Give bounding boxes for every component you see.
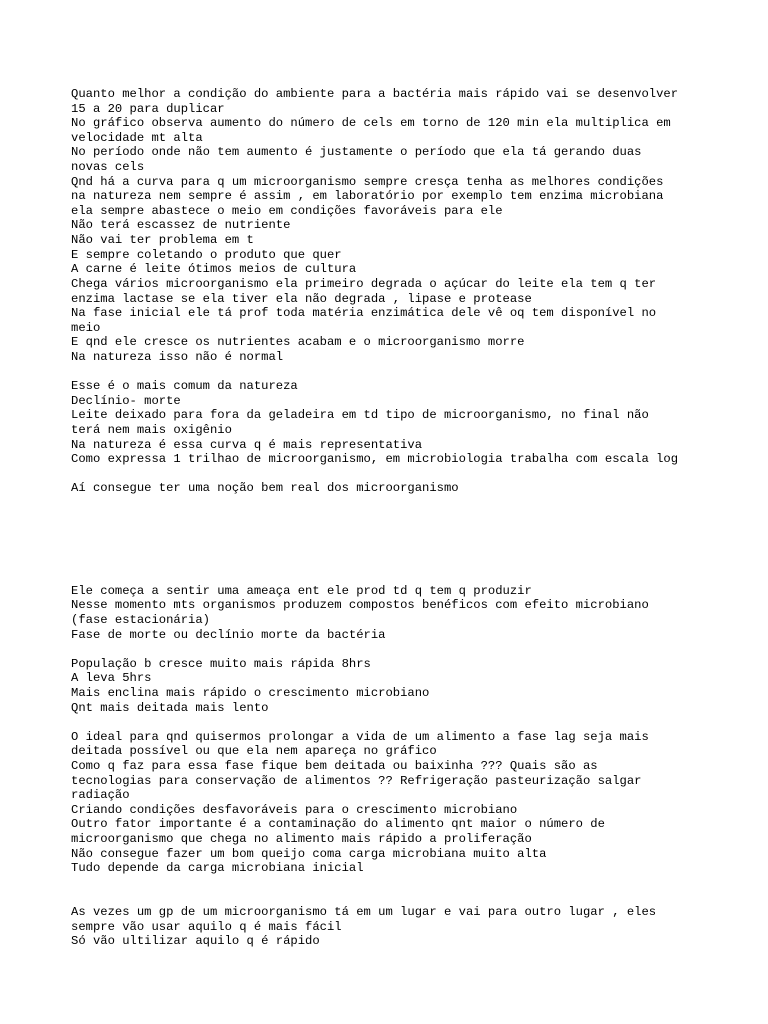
blank-line <box>71 555 761 570</box>
text-line: Esse é o mais comum da natureza <box>71 379 298 394</box>
document-text <box>71 87 761 949</box>
text-line: Criando condições desfavoráveis para o crescimento microbiano <box>71 802 518 817</box>
text-line: Fase de morte ou declínio morte da bactéria <box>71 627 386 642</box>
text-line: 15 a 20 para duplicar <box>71 101 225 116</box>
blank-line <box>71 496 761 511</box>
text-line: No período onde não tem aumento é justamente o período que ela tá gerando duas <box>71 145 642 160</box>
text-line: enzima lactase se ela tiver ela não degrada , lipase e protease <box>71 291 532 306</box>
text-line: No gráfico observa aumento do número de cels em torno de 120 min ela multiplica em <box>71 116 671 131</box>
blank-line <box>71 365 761 380</box>
text-line: Como q faz para essa fase fique bem deitada ou baixinha ??? Quais são as <box>71 759 598 774</box>
text-line: Ele começa a sentir uma ameaça ent ele prod td q tem q produzir <box>71 583 532 598</box>
text-line: novas cels <box>71 160 145 175</box>
text-line: E qnd ele cresce os nutrientes acabam e o microorganismo morre <box>71 335 525 350</box>
text-line: ela sempre abastece o meio em condições favoráveis para ele <box>71 203 503 218</box>
text-line: Não vai ter problema em t <box>71 233 254 248</box>
text-line: Na fase inicial ele tá prof toda matéria enzimática dele vê oq tem disponível no <box>71 306 657 321</box>
text-line: Não terá escassez de nutriente <box>71 218 291 233</box>
text-line: Outro fator importante é a contaminação do alimento qnt maior o número de <box>71 817 605 832</box>
text-line: microorganismo que chega no alimento mais rápido a proliferação <box>71 832 532 847</box>
text-line: A leva 5hrs <box>71 671 152 686</box>
text-line: meio <box>71 320 101 335</box>
text-line: Mais enclina mais rápido o crescimento microbiano <box>71 685 430 700</box>
text-line: radiação <box>71 788 130 803</box>
text-line: (fase estacionária) <box>71 612 210 627</box>
text-line: Qnd há a curva para q um microorganismo sempre cresça tenha as melhores condições <box>71 174 664 189</box>
blank-line <box>71 540 761 555</box>
text-line: A carne é leite ótimos meios de cultura <box>71 262 357 277</box>
text-line: E sempre coletando o produto que quer <box>71 247 342 262</box>
text-line: Na natureza é essa curva q é mais representativa <box>71 437 423 452</box>
text-line: Como expressa 1 trilhao de microorganismo, em microbiologia trabalha com escala log <box>71 452 679 467</box>
blank-line <box>71 525 761 540</box>
text-line: na natureza nem sempre é assim , em laboratório por exemplo tem enzima microbiana <box>71 189 664 204</box>
text-line: Quanto melhor a condição do ambiente para a bactéria mais rápido vai se desenvolver <box>71 87 679 101</box>
text-line: O ideal para qnd quisermos prolongar a vida de um alimento a fase lag seja mais <box>71 729 649 744</box>
text-line: Chega vários microorganismo ela primeiro degrada o açúcar do leite ela tem q ter <box>71 276 657 291</box>
text-line: tecnologias para conservação de alimentos ?? Refrigeração pasteurização salgar <box>71 773 642 788</box>
blank-line <box>71 715 761 730</box>
blank-line <box>71 569 761 584</box>
text-line: Não consegue fazer um bom queijo coma carga microbiana muito alta <box>71 846 547 861</box>
text-line: Declínio- morte <box>71 393 181 408</box>
blank-line <box>71 642 761 657</box>
text-line: Qnt mais deitada mais lento <box>71 700 269 715</box>
blank-line <box>71 511 761 526</box>
blank-line <box>71 467 761 482</box>
text-line: Na natureza isso não é normal <box>71 349 284 364</box>
text-line: As vezes um gp de um microorganismo tá em um lugar e vai para outro lugar , eles <box>71 905 657 920</box>
text-line: Aí consegue ter uma noção bem real dos microorganismo <box>71 481 459 496</box>
text-line: Tudo depende da carga microbiana inicial <box>71 861 364 876</box>
text-line: Nesse momento mts organismos produzem compostos benéficos com efeito microbiano <box>71 598 649 613</box>
text-line: Só vão ultilizar aquilo q é rápido <box>71 934 320 949</box>
text-line: População b cresce muito mais rápida 8hrs <box>71 656 371 671</box>
blank-line <box>71 876 761 891</box>
blank-line <box>71 891 761 906</box>
text-line: terá nem mais oxigênio <box>71 423 232 438</box>
text-line: sempre vão usar aquilo q é mais fácil <box>71 919 342 934</box>
text-line: deitada possível ou que ela nem apareça no gráfico <box>71 744 437 759</box>
text-line: velocidade mt alta <box>71 130 203 145</box>
text-line: Leite deixado para fora da geladeira em td tipo de microorganismo, no final não <box>71 408 649 423</box>
